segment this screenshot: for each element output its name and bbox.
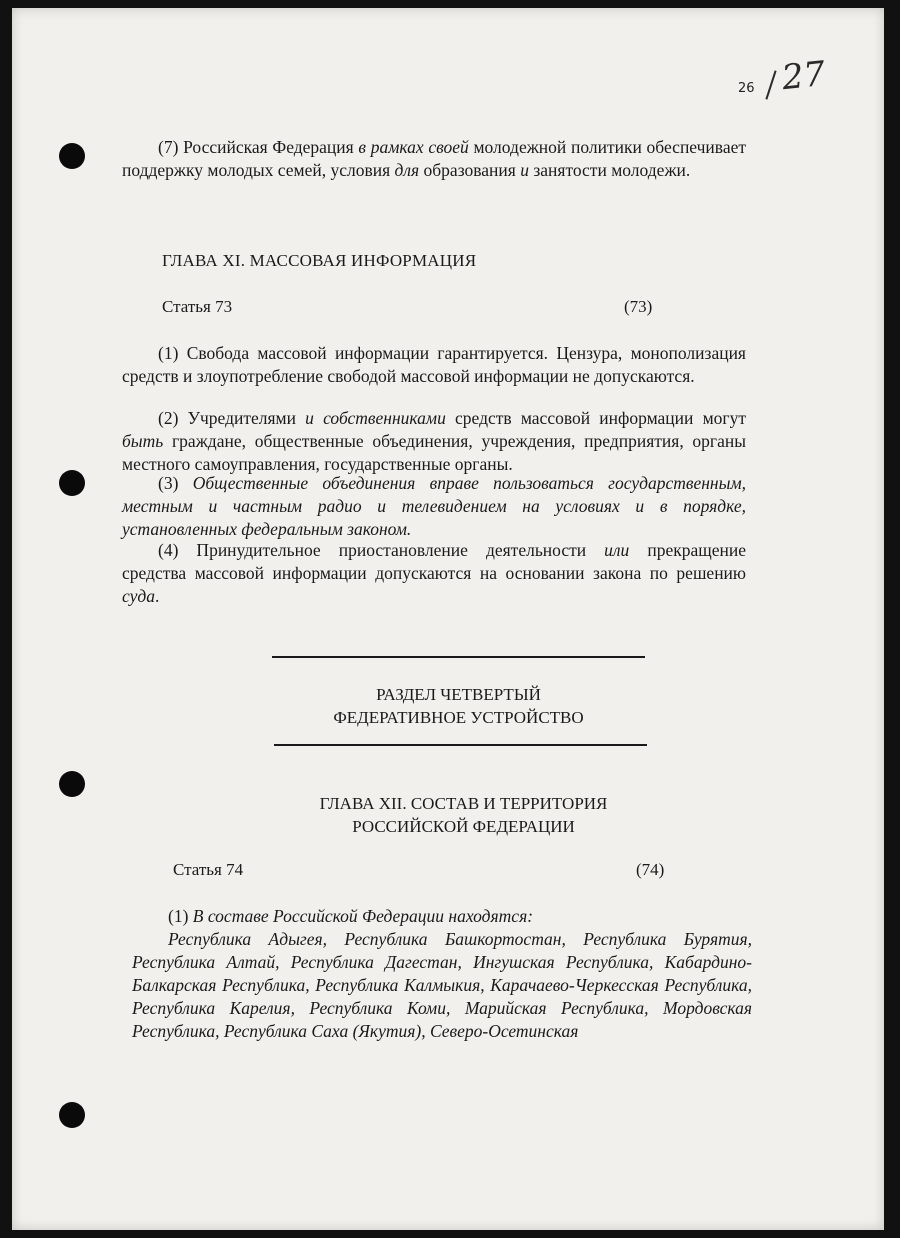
art73-p1-text: (1) Свобода массовой информации гарантируется. Цензура, монополизация средств и злоупотребление свободой массовой информации не допускаются.: [122, 343, 746, 386]
chapter-11-title: ГЛАВА XI. МАССОВАЯ ИНФОРМАЦИЯ: [162, 251, 477, 270]
section-4-heading: [262, 683, 655, 729]
article-74-number: (74): [636, 860, 665, 879]
printed-page-number: 26: [738, 81, 755, 96]
art73-p3-a: (3): [158, 473, 179, 493]
art73-p4-c: прекращение средства массовой информации допускаются на основании закона по решению: [122, 540, 746, 583]
handwritten-page-number: 27: [780, 53, 828, 99]
p7-lead: (7) Российская Федерация: [158, 137, 354, 157]
article-73-label: Статья 73: [162, 297, 233, 316]
art73-p2-e: граждане, общественные объединения, учреждения, предприятия, органы местного самоуправления, государственные органы.: [122, 431, 746, 474]
art73-paragraph-3: [122, 472, 746, 541]
binder-hole-2: [59, 470, 85, 496]
chapter-12-heading: [242, 792, 685, 838]
document-page: [12, 8, 884, 1230]
p7-ital3: и: [520, 160, 529, 180]
section-4-line-1: РАЗДЕЛ ЧЕТВЕРТЫЙ: [376, 685, 541, 704]
art73-p4-d: суда: [122, 586, 155, 606]
art73-p4-a: (4) Принудительное приостановление деятельности: [158, 540, 587, 560]
art73-paragraph-4: [122, 539, 746, 608]
art74-p1-b: В составе Российской Федерации находятся:: [192, 906, 534, 926]
art73-p3-b: Общественные объединения вправе пользоваться государственным, местным и частным радио и телевидением на условиях и в порядке, установленных федеральным законом.: [122, 473, 747, 539]
p7-mid: молодежной политики обеспечивает поддержку молодых семей, условия: [122, 137, 747, 180]
art73-p4-b: или: [604, 540, 630, 560]
p7-mid2: образования: [423, 160, 516, 180]
art74-p1-c: Республика Адыгея, Республика Башкортостан, Республика Бурятия, Республика Алтай, Республика Дагестан, Ингушская Республика, Кабардино-Балкарская Республика, Республика Калмыкия, Карачаево-Черкесская Республика, Республика Карелия, Республика Коми, Марийская Республика, Мордовская Республика, Республика Саха (Якутия), Северо-Осетинская: [132, 929, 752, 1041]
art73-paragraph-1: [122, 342, 746, 388]
art73-paragraph-2: [122, 407, 746, 476]
binder-hole-3: [59, 771, 85, 797]
handwritten-slash: [765, 70, 776, 99]
art74-paragraph-1: [132, 905, 752, 1043]
art73-p2-b: и собственниками: [305, 408, 446, 428]
section-rule-bottom: [274, 744, 647, 746]
p7-ital1: в рамках своей: [358, 137, 469, 157]
art73-p4-e: .: [154, 586, 160, 606]
art73-p2-a: (2) Учредителями: [158, 408, 296, 428]
binder-hole-1: [59, 143, 85, 169]
section-rule-top: [272, 656, 645, 658]
chapter-12-line-1: ГЛАВА XII. СОСТАВ И ТЕРРИТОРИЯ: [319, 794, 608, 813]
article-74-label: Статья 74: [173, 860, 244, 879]
chapter-12-line-2: РОССИЙСКОЙ ФЕДЕРАЦИИ: [352, 817, 575, 836]
art73-p2-c: средств массовой информации могут: [455, 408, 746, 428]
art73-p2-d: быть: [122, 431, 164, 451]
p7-end: занятости молодежи.: [533, 160, 691, 180]
art74-p1-a: (1): [168, 906, 189, 926]
article-73-number: (73): [624, 297, 653, 316]
section-4-line-2: ФЕДЕРАТИВНОЕ УСТРОЙСТВО: [333, 708, 584, 727]
paragraph-7: [122, 136, 746, 182]
binder-hole-4: [59, 1102, 85, 1128]
p7-ital2: для: [394, 160, 420, 180]
